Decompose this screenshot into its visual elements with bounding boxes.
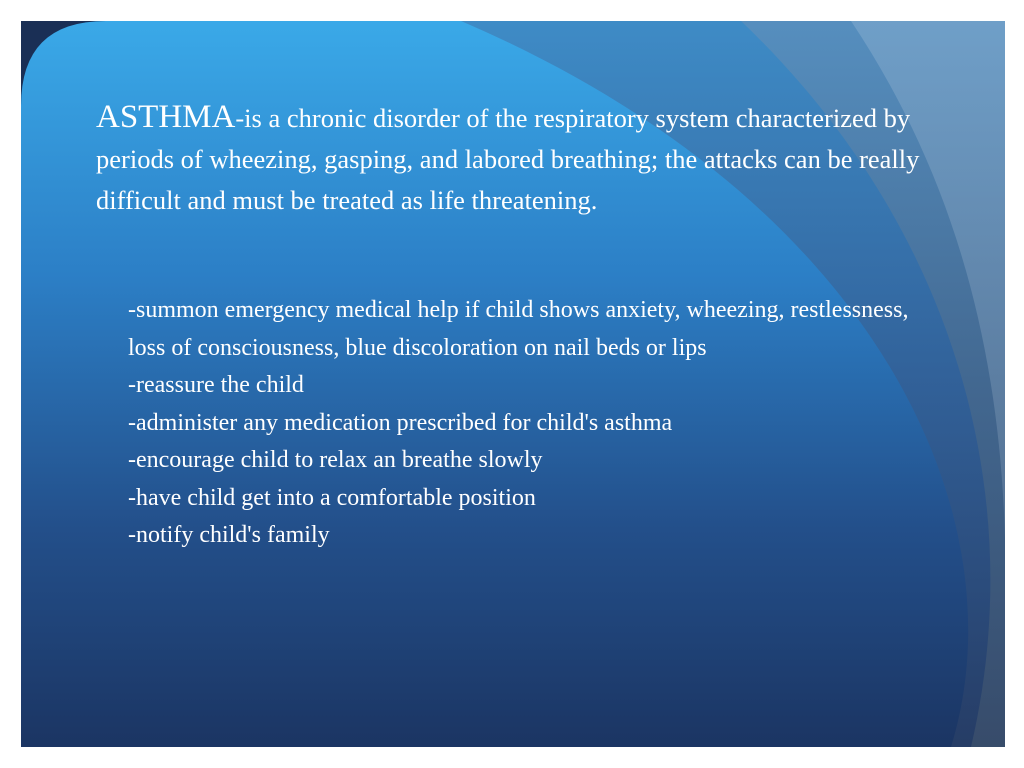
slide-content <box>21 21 1005 747</box>
list-item: -encourage child to relax an breathe slowly <box>128 447 543 473</box>
list-item: -summon emergency medical help if child shows anxiety, wheezing, restlessness, loss of consciousness, blue discoloration on nail beds or lips <box>128 297 909 361</box>
list-item: -reassure the child <box>128 372 304 398</box>
list-item: -administer any medication prescribed for child's asthma <box>128 409 673 436</box>
first-aid-steps-list <box>128 292 948 555</box>
slide <box>21 21 1005 747</box>
definition-text: -is a chronic disorder of the respiratory system characterized by periods of wheezing, gasping, and labored breathing; the attacks can be really difficult and must be treated as life threatening. <box>96 103 920 215</box>
term-heading: ASTHMA <box>96 99 236 135</box>
list-item: -have child get into a comfortable position <box>128 484 536 511</box>
list-item: -notify child's family <box>128 522 330 548</box>
definition-paragraph <box>96 97 926 221</box>
